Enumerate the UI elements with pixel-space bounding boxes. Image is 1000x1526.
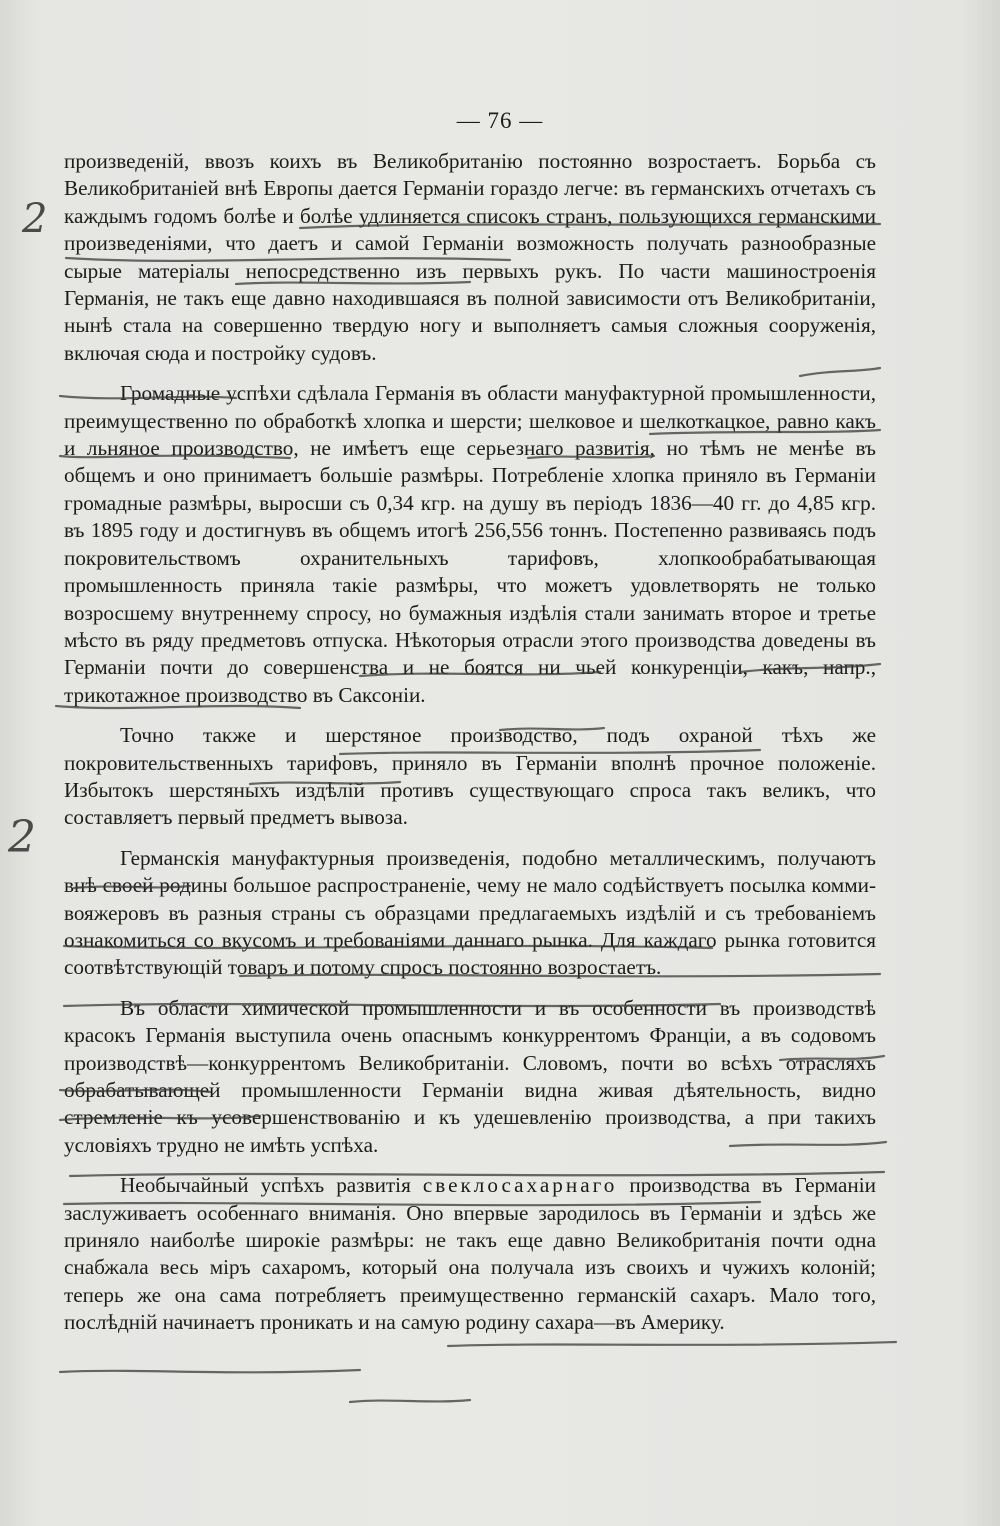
body-text xyxy=(64,148,876,1350)
pencil-underline xyxy=(60,1370,360,1372)
margin-mark-top: 2 xyxy=(22,196,48,242)
paragraph: Германскія мануфактурныя произведенія, подобно металлическимъ, получаютъ внѣ своей родины большое распространеніе, чему не мало содѣйствуетъ посылка комми-вояжеровъ въ разныя страны съ образцами предлагаемыхъ издѣлій и съ требованіемъ ознакомиться со вкусомъ и требованіями даннаго рынка. Для каждаго рынка готовится соотвѣтствующій товаръ и потому спросъ постоянно возростаетъ. xyxy=(64,845,876,980)
spaced-word: свеклосахарнаго xyxy=(422,1173,618,1198)
pencil-underline xyxy=(350,1400,470,1402)
paragraph: Громадные успѣхи сдѣлала Германія въ области мануфактурной промышленности, преимущественно по обработкѣ хлопка и шерсти; шелковое и шелкоткацкое, равно какъ и льняное производство, не имѣетъ еще серьезнаго развитія, но тѣмъ не менѣе въ общемъ и оно принимаетъ большіе размѣры. Потребленіе хлопка приняло въ Германіи громадные размѣры, выросши съ 0,34 кгр. на душу въ періодъ 1836—40 гг. до 4,85 кгр. въ 1895 году и достигнувъ въ общемъ итогѣ 256,556 тоннъ. Постепенно развиваясь подъ покровительствомъ охранительныхъ тарифовъ, хлопкообрабатывающая промышленность приняла такіе размѣры, что можетъ удовлетворять не только возросшему внутреннему спросу, но бумажныя издѣлія стали занимать второе и третье мѣсто въ ряду предметовъ отпуска. Нѣкоторыя отрасли этого производства доведены въ Германіи почти до совершенства и не боятся ни чьей конкуренціи, какъ, напр., трикотажное производство въ Саксоніи. xyxy=(64,381,876,707)
margin-mark-middle: 2 xyxy=(8,812,36,863)
paragraph-text-before: Необычайный успѣхъ развитія xyxy=(120,1173,423,1198)
paragraph xyxy=(64,1172,876,1336)
paragraph: Точно также и шерстяное производство, подъ охраной тѣхъ же покровительственныхъ тарифовъ, приняло въ Германіи вполнѣ прочное положеніе. Избытокъ шерстяныхъ издѣлій противъ существующаго спроса такъ великъ, что составляетъ первый предметъ вывоза. xyxy=(64,723,876,830)
paragraph: Въ области химической промышленности и въ особенности въ производствѣ красокъ Германія выступила очень опаснымъ конкуррентомъ Франціи, а въ содовомъ производствѣ—конкуррентомъ Великобританіи. Словомъ, почти во всѣхъ отрасляхъ обрабатывающей промышленности Германіи видна живая дѣятельность, видно стремленіе къ усовершенствованію и къ удешевленію производства, а при такихъ условіяхъ трудно не имѣть успѣха. xyxy=(64,995,876,1157)
page-number: — 76 — xyxy=(456,108,544,133)
paragraph-text-after: производства въ Германіи заслуживаетъ особеннаго вниманія. Оно впервые зародилось въ Германіи и здѣсь же приняло наиболѣе широкіе размѣры: не такъ еще давно Великобританія почти одна снабжала весь міръ сахаромъ, который она получала изъ своихъ и чужихъ колоній; теперь же она сама потребляетъ преимущественно германскій сахаръ. Мало того, послѣдній начинаетъ проникать и на самую родину сахара—въ Америку. xyxy=(64,1173,876,1335)
paragraph: произведеній, ввозъ коихъ въ Великобританію постоянно возростаетъ. Борьба съ Великобританіей внѣ Европы дается Германіи гораздо легче: въ германскихъ отчетахъ съ каждымъ годомъ болѣе и болѣе удлиняется списокъ странъ, пользующихся германскими произведеніями, что даетъ и самой Германіи возможность получать разнообразные сырые матеріалы непосредственно изъ первыхъ рукъ. По части машиностроенія Германія, не такъ еще давно находившаяся въ полной зависимости отъ Великобританіи, нынѣ стала на совершенно твердую ногу и выполняетъ самыя сложныя сооруженія, включая сюда и постройку судовъ. xyxy=(64,149,876,365)
